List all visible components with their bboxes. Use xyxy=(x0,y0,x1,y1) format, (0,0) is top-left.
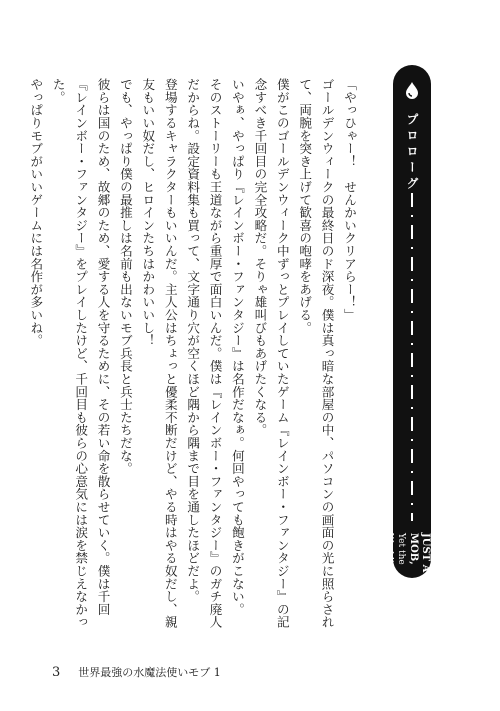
chapter-title: プロローグ xyxy=(405,113,419,193)
english-title xyxy=(348,533,431,578)
text-line: 彼らは国のため、故郷のため、愛する人を守るために、その若い命を散らせていく。僕は千回 xyxy=(95,78,111,616)
dashed-divider xyxy=(411,193,413,521)
text-line: でも、やっぱり僕の最推しは名前も出ないモブ兵長と兵士たちだな。 xyxy=(117,78,133,475)
text-line: 登場するキャラクターもいいんだ。主人公はちょっと優柔不断だけど、やる時はやる奴だし、親 xyxy=(162,78,178,629)
text-line: 僕がこのゴールデンウィーク中ずっとプレイしていたゲーム『レインボー・ファンタジー』の記 xyxy=(274,78,290,629)
prologue-body-text xyxy=(28,78,360,638)
text-line: だからね。設定資料集も買って、文字通り穴が空くほど隅から隅まで目を通したほどだよ。 xyxy=(185,78,201,603)
page-number: 3 xyxy=(52,665,61,680)
text-line: 念すべき千回目の完全攻略だ。そりゃ雄叫びもあげたくなる。 xyxy=(252,78,268,437)
text-line: て、両腕を突き上げて歓喜の咆哮をあげる。 xyxy=(297,78,313,334)
text-line: 『レインボー・ファンタジー』をプレイしたけど、千回目も彼らの心意気には涙を禁じえなかった。 xyxy=(50,78,89,629)
text-line: ゴールデンウィークの最終日のド深夜。僕は真っ暗な部屋の中、パソコンの画面の光に照らされ xyxy=(319,78,335,629)
english-title-main: JUST A MOB, xyxy=(408,533,431,573)
text-line: 「やっひゃー！ せんかいクリアらー！」 xyxy=(342,78,357,322)
text-line: そのストーリーも王道ながら重厚で面白いんだ。僕は『レインボー・ファンタジー』のガチ廃人 xyxy=(207,78,223,629)
water-drop-icon xyxy=(405,81,419,99)
english-title-sub: Yet the World's Strongest Water Mage xyxy=(348,533,406,578)
text-line: やっぱりモブがいいゲームには名作が多いね。 xyxy=(28,78,44,347)
text-line: 友もいい奴だし、ヒロインたちはかわいいし！ xyxy=(140,78,156,347)
text-line: いやぁ、やっぱり『レインボー・ファンタジー』は名作だなぁ。何回やっても飽きがこない。 xyxy=(229,78,245,616)
book-title: 世界最強の水魔法使いモブ 1 xyxy=(78,666,221,679)
page-footer xyxy=(52,664,221,680)
